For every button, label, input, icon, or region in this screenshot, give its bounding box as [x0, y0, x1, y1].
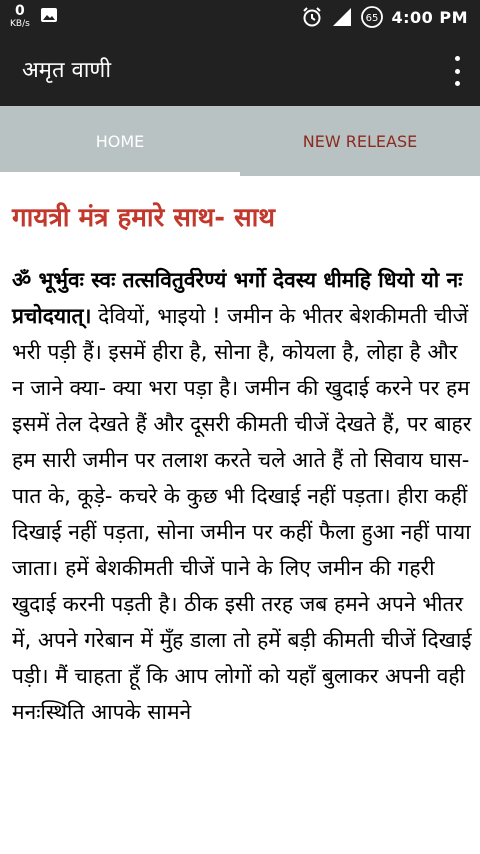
article-heading: गायत्री मंत्र हमारे साथ- साथ: [12, 203, 276, 233]
network-speed: [10, 4, 30, 29]
app-title: अमृत वाणी: [22, 58, 112, 83]
app-bar: [0, 34, 480, 106]
mantra-text: ॐ भूर्भुवः स्वः तत्सवितुर्वरेण्यं भर्गो देवस्य धीमहि धियो यो नः प्रचोदयात्।: [12, 268, 463, 328]
tab-new-release[interactable]: NEW RELEASE: [302, 131, 418, 151]
battery-icon: [361, 6, 383, 28]
article-body: [12, 262, 472, 730]
tab-home[interactable]: HOME: [95, 131, 145, 151]
signal-icon: [331, 6, 353, 28]
alarm-icon: [301, 6, 323, 28]
article: [12, 200, 472, 730]
network-speed-unit: KB/s: [10, 19, 30, 29]
status-bar: [0, 0, 480, 34]
battery-level: 65: [366, 13, 379, 24]
more-vert-icon[interactable]: [452, 56, 462, 86]
network-speed-value: 0: [15, 3, 25, 19]
tab-bar: [0, 106, 480, 176]
clock: 4:00 PM: [391, 7, 468, 27]
active-tab-indicator: [0, 172, 240, 176]
article-text: देवियों, भाइयो ! जमीन के भीतर बेशकीमती चीजें भरी पड़ी हैं। इसमें हीरा है, सोना है, कोयला है, लोहा है और न जाने क्या- क्या भरा पड़ा है। जमीन की खुदाई करने पर हम इसमें तेल देखते हैं और दूसरी कीमती चीजें देखते हैं, पर बाहर हम सारी जमीन पर तलाश करते चले आते हैं तो सिवाय घास- पात के, कूड़े- कचरे के कुछ भी दिखाई नहीं पड़ता। हीरा कहीं दिखाई नहीं पड़ता, सोना जमीन पर कहीं फैला हुआ नहीं पाया जाता। हमें बेशकीमती चीजें पाने के लिए जमीन की गहरी खुदाई करनी पड़ती है। ठीक इसी तरह जब हमने अपने भीतर में, अपने गरेबान में मुँह डाला तो हमें बड़ी कीमती चीजें दिखाई पड़ी। मैं चाहता हूँ कि आप लोगों को यहाँ बुलाकर अपनी वही मनःस्थिति आपके सामने: [12, 304, 472, 724]
image-icon: [40, 7, 58, 23]
